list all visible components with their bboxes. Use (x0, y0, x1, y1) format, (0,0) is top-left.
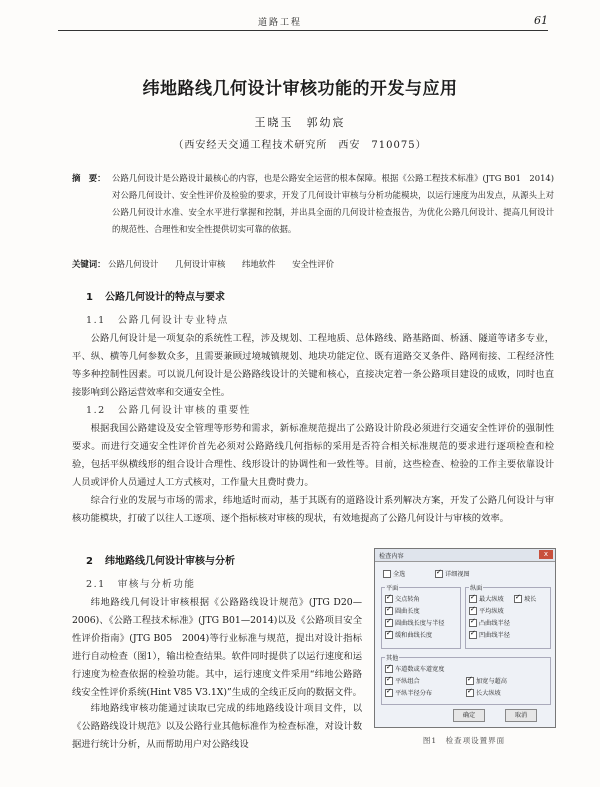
profile-group (465, 587, 551, 649)
subsection-heading: 1.2 公路几何设计审核的重要性 (86, 405, 251, 416)
page-number: 61 (534, 14, 548, 27)
abstract (72, 170, 554, 238)
check-item[interactable]: ✓ 坡长 (514, 594, 536, 603)
keyword: 公路几何设计 (108, 259, 159, 269)
paragraph: 纬地路线审核功能通过读取已完成的纬地路线设计项目文件，以《公路路线设计规范》以及公路行业其他标准作为检查标准，对设计数据进行统计分析，从而帮助用户对公路线设 (72, 703, 362, 750)
cancel-button[interactable]: 取消 (505, 709, 537, 722)
check-item[interactable]: ✓ 加宽与超高 (466, 676, 507, 685)
checkbox-icon (383, 570, 391, 578)
check-item[interactable]: ✓平均纵坡 (469, 606, 504, 615)
check-item[interactable]: ✓车道数或车道宽度 (385, 664, 445, 673)
keywords-label: 关键词： (72, 259, 106, 269)
group-title: 平面 (386, 585, 399, 592)
check-item[interactable]: ✓圆曲长度 (385, 606, 420, 615)
affiliation: （西安经天交通工程技术研究所 西安 710075） (173, 140, 427, 151)
subsection-heading: 2.1 审核与分析功能 (86, 579, 196, 590)
abstract-text: 公路几何设计是公路设计最核心的内容，也是公路安全运营的根本保障。根据《公路工程技术标准》(JTG B01 2014)对公路几何设计、安全性评价及检验的要求，开发了几何设计审核与分析功能模块，以运行速度为出发点，从源头上对公路几何设计水准、安全水平进行掌握和控制，并出具全面的几何设计检查报告，为优化公路几何设计、提高几何设计的规范性、合理性和安全性提供切实可靠的依据。 (112, 173, 554, 234)
paragraph: 综合行业的发展与市场的需求，纬地适时而动，基于其既有的道路设计系列解决方案，开发了公路几何设计与审核功能模块，打破了以往人工逐项、逐个指标核对审核的现状，有效地提高了公路几何设计与审核的效率。 (72, 495, 554, 524)
check-item[interactable]: ✓交点转角 (385, 594, 420, 603)
check-item[interactable]: ✓平纵组合 (385, 676, 420, 685)
check-item[interactable]: ✓缓和曲线长度 (385, 630, 432, 639)
plane-group (381, 587, 461, 649)
figure-caption: 图1 检查项设置界面 (422, 736, 506, 745)
paper-title: 纬地路线几何设计审核功能的开发与应用 (142, 79, 458, 99)
group-title: 纵面 (470, 585, 483, 592)
group-title: 其他 (386, 655, 399, 662)
dialog-title: 检查内容 (379, 553, 404, 560)
ok-button[interactable]: 确定 (453, 709, 485, 722)
close-icon[interactable]: x (539, 550, 553, 559)
dialog-titlebar (375, 549, 555, 562)
abstract-label: 摘 要： (72, 173, 106, 183)
check-item[interactable]: ✓凹曲线半径 (469, 630, 510, 639)
check-settings-dialog (374, 548, 556, 728)
keyword: 安全性评价 (292, 259, 335, 269)
section-heading: 1 公路几何设计的特点与要求 (86, 292, 225, 303)
checkbox-icon (435, 570, 443, 578)
subsection-heading: 1.1 公路几何设计专业特点 (86, 315, 229, 326)
paragraph: 公路几何设计是一项复杂的系统性工程，涉及规划、工程地质、总体路线、路基路面、桥涵、隧道等诸多专业，平、纵、横等几何参数众多，且需要兼顾过境城镇规划、地块功能定位、既有道路交叉条件、路网衔接、工程经济性等多种控制性因素。可以说几何设计是公路路线设计的关键和核心，直接决定着一条公路项目建设的成败，同时也直接影响到公路运营效率和交通安全性。 (72, 333, 554, 398)
authors: 王晓玉 郭幼宸 (254, 116, 346, 129)
select-all-checkbox[interactable]: 全选 (383, 569, 405, 578)
keyword: 纬地软件 (242, 259, 276, 269)
other-group (381, 657, 551, 705)
paragraph: 根据我国公路建设及安全管理等形势和需求，新标准规范提出了公路设计阶段必须进行交通安全性评价的强制性要求。而进行交通安全性评价首先必须对公路路线几何指标的采用是否符合相关标准规范的要求进行逐项检查和检验，包括平纵横线形的组合设计合理性、线形设计的协调性和一致性等。目前，这些检查、检验的工作主要依靠设计人员或评价人员通过人工方式核对，工作量大且费时费力。 (72, 423, 554, 488)
check-item[interactable]: ✓最大纵坡 (469, 594, 504, 603)
running-header (58, 12, 548, 31)
check-item[interactable]: ✓ 长大纵坡 (466, 688, 501, 697)
check-item[interactable]: ✓圆曲线长度与半径 (385, 618, 445, 627)
section-heading: 2 纬地路线几何设计审核与分析 (86, 556, 235, 567)
keywords (72, 258, 554, 270)
detail-view-checkbox[interactable]: ✓ 详细视图 (435, 569, 470, 578)
journal-name: 道路工程 (258, 18, 303, 28)
keyword: 几何设计审核 (175, 259, 226, 269)
check-item[interactable]: ✓凸曲线半径 (469, 618, 510, 627)
check-item[interactable]: ✓平纵半径分布 (385, 688, 432, 697)
paragraph: 纬地路线几何设计审核根据《公路路线设计规范》(JTG D20—2006)、《公路工程技术标准》(JTG B01—2014)以及《公路项目安全性评价指南》(JTG B05 2004)等行业标准与规范，提出对设计指标进行自动检查（图1），输出检查结果。软件同时提供了以运行速度和运行速度为检查依据的检验功能。其中，运行速度文件采用“纬地公路路线安全性评价系统(Hint V85 V3.1X)”生成的全线正反向的数据文件。 (72, 597, 362, 698)
